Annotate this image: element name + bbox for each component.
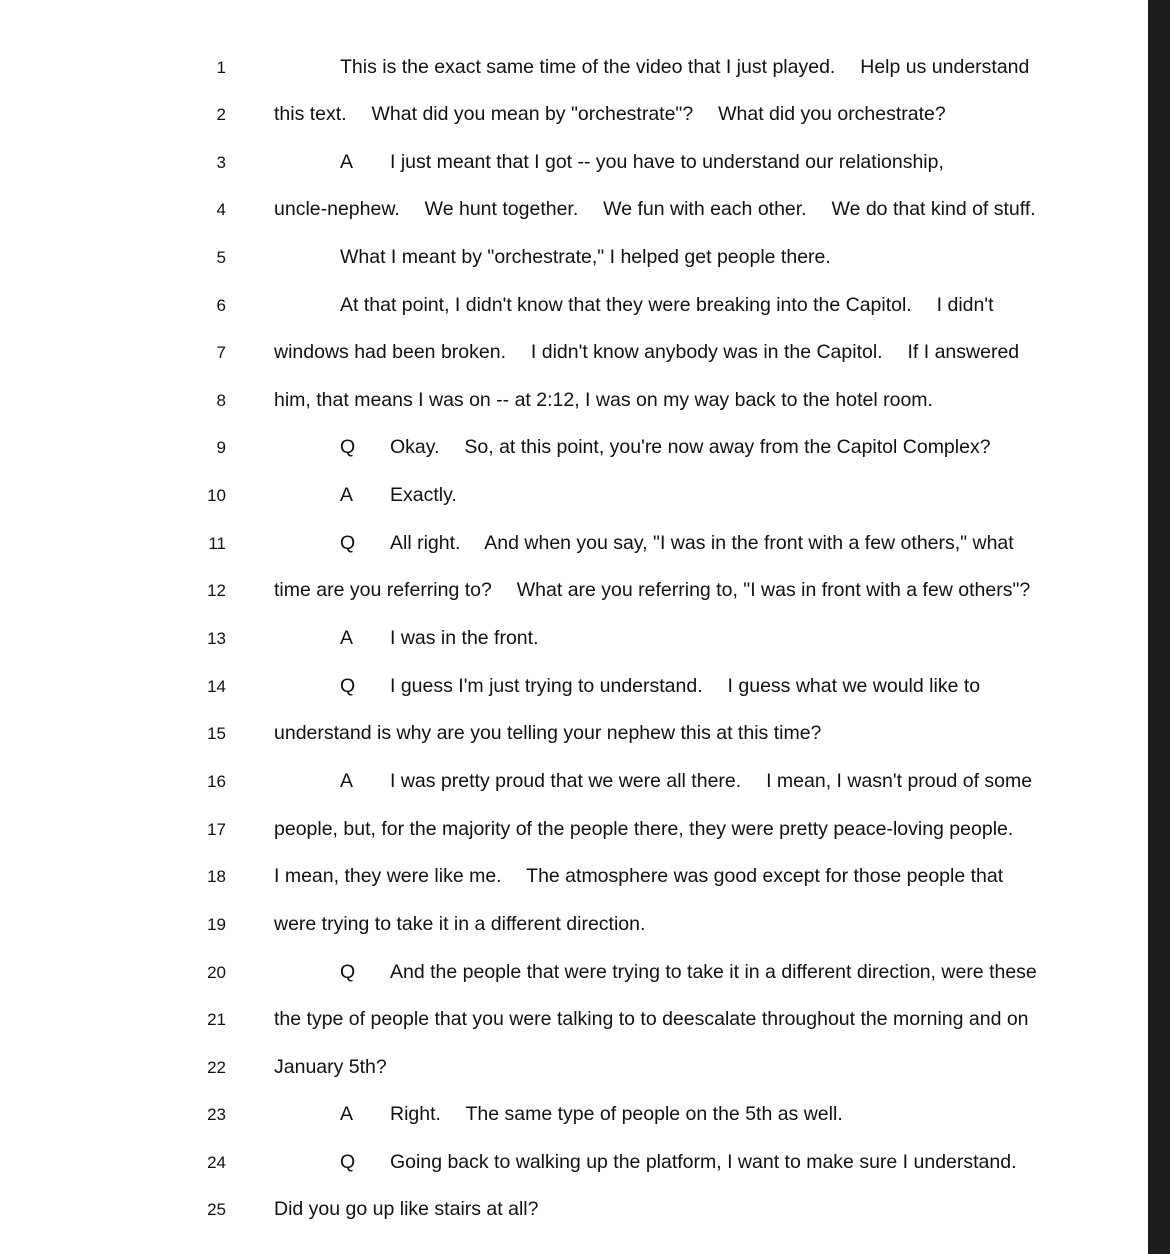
speaker-label: A bbox=[340, 770, 354, 792]
line-text: I just meant that I got -- you have to understand our relationship, bbox=[390, 151, 944, 173]
transcript-line-9 bbox=[0, 432, 1148, 462]
transcript-line-8 bbox=[0, 385, 1148, 415]
line-number: 23 bbox=[207, 1105, 226, 1124]
line-number: 21 bbox=[207, 1010, 226, 1029]
line-text: him, that means I was on -- at 2:12, I was on my way back to the hotel room. bbox=[274, 389, 933, 411]
transcript-line-20 bbox=[0, 957, 1148, 987]
transcript-line-19 bbox=[0, 909, 1148, 939]
line-number: 22 bbox=[207, 1058, 226, 1077]
line-number: 10 bbox=[207, 486, 226, 505]
transcript-line-15 bbox=[0, 718, 1148, 748]
speaker-label: A bbox=[340, 627, 354, 649]
line-text: I was in the front. bbox=[390, 627, 539, 649]
transcript-line-14 bbox=[0, 671, 1148, 701]
transcript-line-18 bbox=[0, 861, 1148, 891]
line-text: What I meant by "orchestrate," I helped get people there. bbox=[340, 246, 831, 268]
transcript-line-12 bbox=[0, 575, 1148, 605]
transcript-line-16 bbox=[0, 766, 1148, 796]
line-text: the type of people that you were talking to to deescalate throughout the morning and on bbox=[274, 1008, 1029, 1030]
line-number: 15 bbox=[207, 724, 226, 743]
line-number: 14 bbox=[207, 677, 226, 696]
transcript-line-25 bbox=[0, 1194, 1148, 1224]
speaker-label: Q bbox=[340, 1151, 356, 1173]
line-number: 8 bbox=[216, 391, 226, 410]
speaker-label: Q bbox=[340, 675, 356, 697]
line-number: 3 bbox=[216, 153, 226, 172]
line-text: And the people that were trying to take it in a different direction, were these bbox=[390, 961, 1037, 983]
line-number: 5 bbox=[216, 248, 226, 267]
line-text: people, but, for the majority of the people there, they were pretty peace-loving people. bbox=[274, 818, 1014, 840]
transcript-line-10 bbox=[0, 480, 1148, 510]
line-number: 12 bbox=[207, 581, 226, 600]
transcript-line-5 bbox=[0, 242, 1148, 272]
transcript-line-1 bbox=[0, 52, 1148, 82]
line-number: 11 bbox=[208, 534, 226, 553]
line-text: Right. The same type of people on the 5th as well. bbox=[390, 1103, 843, 1125]
line-text: this text. What did you mean by "orchestrate"? What did you orchestrate? bbox=[274, 103, 946, 125]
line-text: I guess I'm just trying to understand. I guess what we would like to bbox=[390, 675, 981, 697]
transcript-line-23 bbox=[0, 1099, 1148, 1129]
transcript-line-3 bbox=[0, 147, 1148, 177]
viewer-background bbox=[1148, 0, 1170, 1254]
line-text: All right. And when you say, "I was in the front with a few others," what bbox=[390, 532, 1014, 554]
transcript-line-24 bbox=[0, 1147, 1148, 1177]
speaker-label: A bbox=[340, 484, 354, 506]
line-number: 17 bbox=[207, 820, 226, 839]
transcript-line-7 bbox=[0, 337, 1148, 367]
line-text: time are you referring to? What are you referring to, "I was in front with a few others"? bbox=[274, 579, 1031, 601]
line-number: 1 bbox=[216, 58, 226, 77]
line-number: 16 bbox=[207, 772, 226, 791]
line-number: 4 bbox=[216, 200, 226, 219]
line-number: 20 bbox=[207, 963, 226, 982]
line-text: January 5th? bbox=[274, 1056, 387, 1078]
line-text: I was pretty proud that we were all there. I mean, I wasn't proud of some bbox=[390, 770, 1033, 792]
line-text: Okay. So, at this point, you're now away from the Capitol Complex? bbox=[390, 436, 991, 458]
line-text: understand is why are you telling your nephew this at this time? bbox=[274, 722, 822, 744]
line-number: 9 bbox=[216, 438, 226, 457]
speaker-label: Q bbox=[340, 961, 356, 983]
line-number: 7 bbox=[216, 343, 226, 362]
transcript-line-17 bbox=[0, 814, 1148, 844]
transcript-line-13 bbox=[0, 623, 1148, 653]
speaker-label: A bbox=[340, 1103, 354, 1125]
line-number: 19 bbox=[207, 915, 226, 934]
line-text: were trying to take it in a different direction. bbox=[274, 913, 646, 935]
transcript-line-21 bbox=[0, 1004, 1148, 1034]
line-text: windows had been broken. I didn't know anybody was in the Capitol. If I answered bbox=[274, 341, 1020, 363]
line-text: Going back to walking up the platform, I want to make sure I understand. bbox=[390, 1151, 1017, 1173]
line-number: 13 bbox=[207, 629, 226, 648]
line-text: I mean, they were like me. The atmosphere was good except for those people that bbox=[274, 865, 1004, 887]
line-number: 2 bbox=[216, 105, 226, 124]
speaker-label: Q bbox=[340, 532, 356, 554]
line-number: 6 bbox=[216, 296, 226, 315]
line-text: This is the exact same time of the video that I just played. Help us understand bbox=[340, 56, 1030, 78]
speaker-label: A bbox=[340, 151, 354, 173]
speaker-label: Q bbox=[340, 436, 356, 458]
line-text: Did you go up like stairs at all? bbox=[274, 1198, 539, 1220]
line-number: 24 bbox=[207, 1153, 226, 1172]
transcript-line-22 bbox=[0, 1052, 1148, 1082]
line-text: At that point, I didn't know that they were breaking into the Capitol. I didn't bbox=[340, 294, 994, 316]
transcript-line-4 bbox=[0, 194, 1148, 224]
transcript-line-11 bbox=[0, 528, 1148, 558]
line-text: uncle-nephew. We hunt together. We fun with each other. We do that kind of stuff. bbox=[274, 198, 1036, 220]
line-number: 18 bbox=[207, 867, 226, 886]
line-number: 25 bbox=[207, 1200, 226, 1219]
transcript-line-6 bbox=[0, 290, 1148, 320]
transcript-line-2 bbox=[0, 99, 1148, 129]
line-text: Exactly. bbox=[390, 484, 457, 506]
